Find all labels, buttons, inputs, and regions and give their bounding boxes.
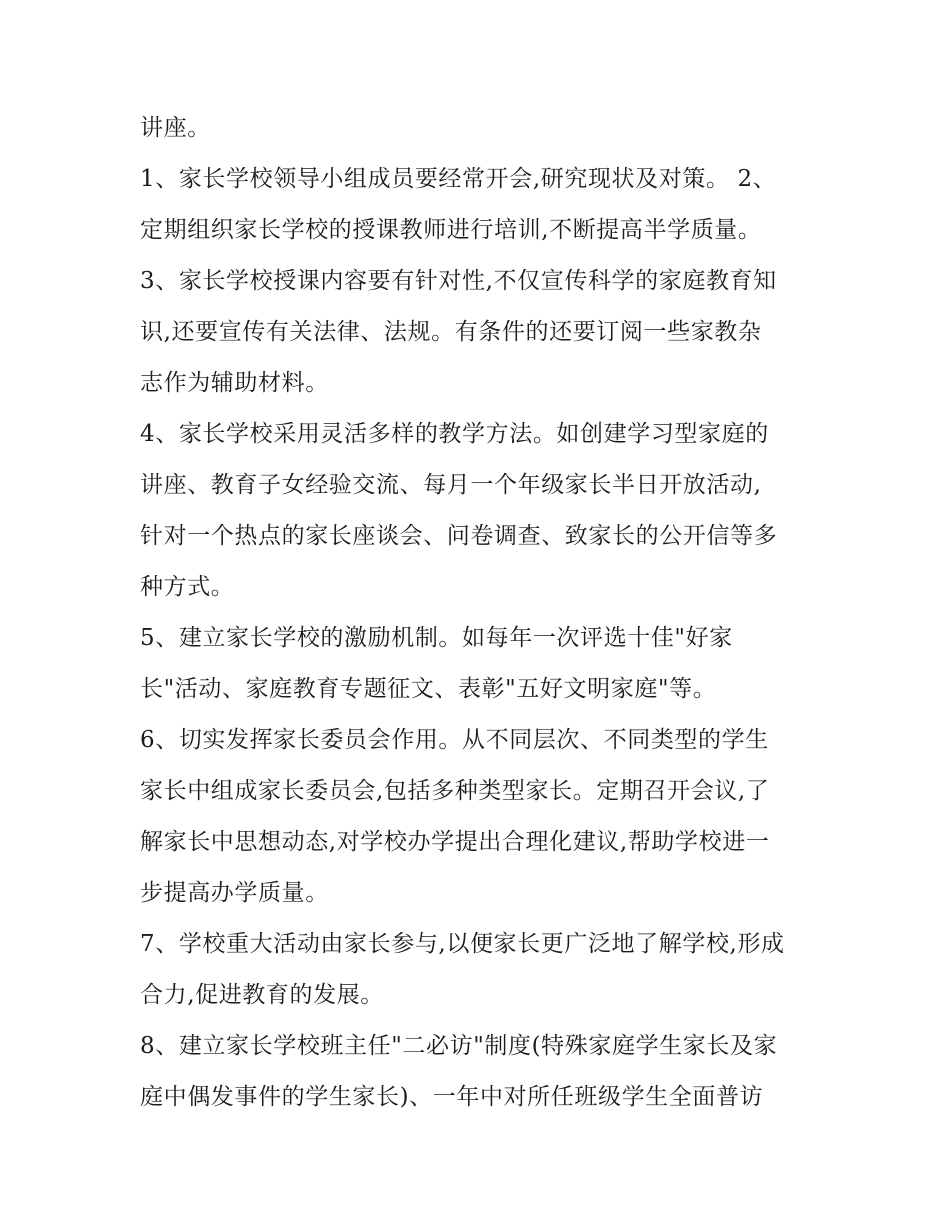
text-line: 庭中偶发事件的学生家长)、一年中对所任班级学生全面普访 (140, 1084, 764, 1110)
text-line: 识,还要宣传有关法律、法规。有条件的还要订阅一些家教杂 (140, 319, 762, 345)
text-line: 讲座、教育子女经验交流、每月一个年级家长半日开放活动, (140, 472, 762, 498)
text-line: 家长中组成家长委员会,包括多种类型家长。定期召开会议,了 (140, 778, 770, 804)
text-line: 1、家长学校领导小组成员要经常开会,研究现状及对策。 2、 (140, 166, 777, 192)
text-line: 志作为辅助材料。 (140, 370, 329, 396)
text-line: 6、切实发挥家长委员会作用。从不同层次、不同类型的学生 (140, 727, 769, 753)
text-line: 合力,促进教育的发展。 (140, 982, 384, 1008)
text-line: 3、家长学校授课内容要有针对性,不仅宣传科学的家庭教育知 (140, 268, 777, 294)
text-line: 长"活动、家庭教育专题征文、表彰"五好文明家庭"等。 (140, 676, 717, 702)
text-line: 讲座。 (140, 115, 211, 141)
text-line: 7、学校重大活动由家长参与,以便家长更广泛地了解学校,形成 (140, 931, 785, 957)
text-line: 4、家长学校采用灵活多样的教学方法。如创建学习型家庭的 (140, 421, 769, 447)
text-line: 定期组织家长学校的授课教师进行培训,不断提高半学质量。 (140, 217, 762, 243)
text-line: 5、建立家长学校的激励机制。如每年一次评选十佳"好家 (140, 625, 733, 651)
text-line: 种方式。 (140, 574, 235, 600)
text-line: 解家长中思想动态,对学校办学提出合理化建议,帮助学校进一 (140, 829, 770, 855)
text-line: 8、建立家长学校班主任"二必访"制度(特殊家庭学生家长及家 (140, 1033, 778, 1059)
text-line: 步提高办学质量。 (140, 880, 329, 906)
text-line: 针对一个热点的家长座谈会、问卷调查、致家长的公开信等多 (140, 523, 778, 549)
